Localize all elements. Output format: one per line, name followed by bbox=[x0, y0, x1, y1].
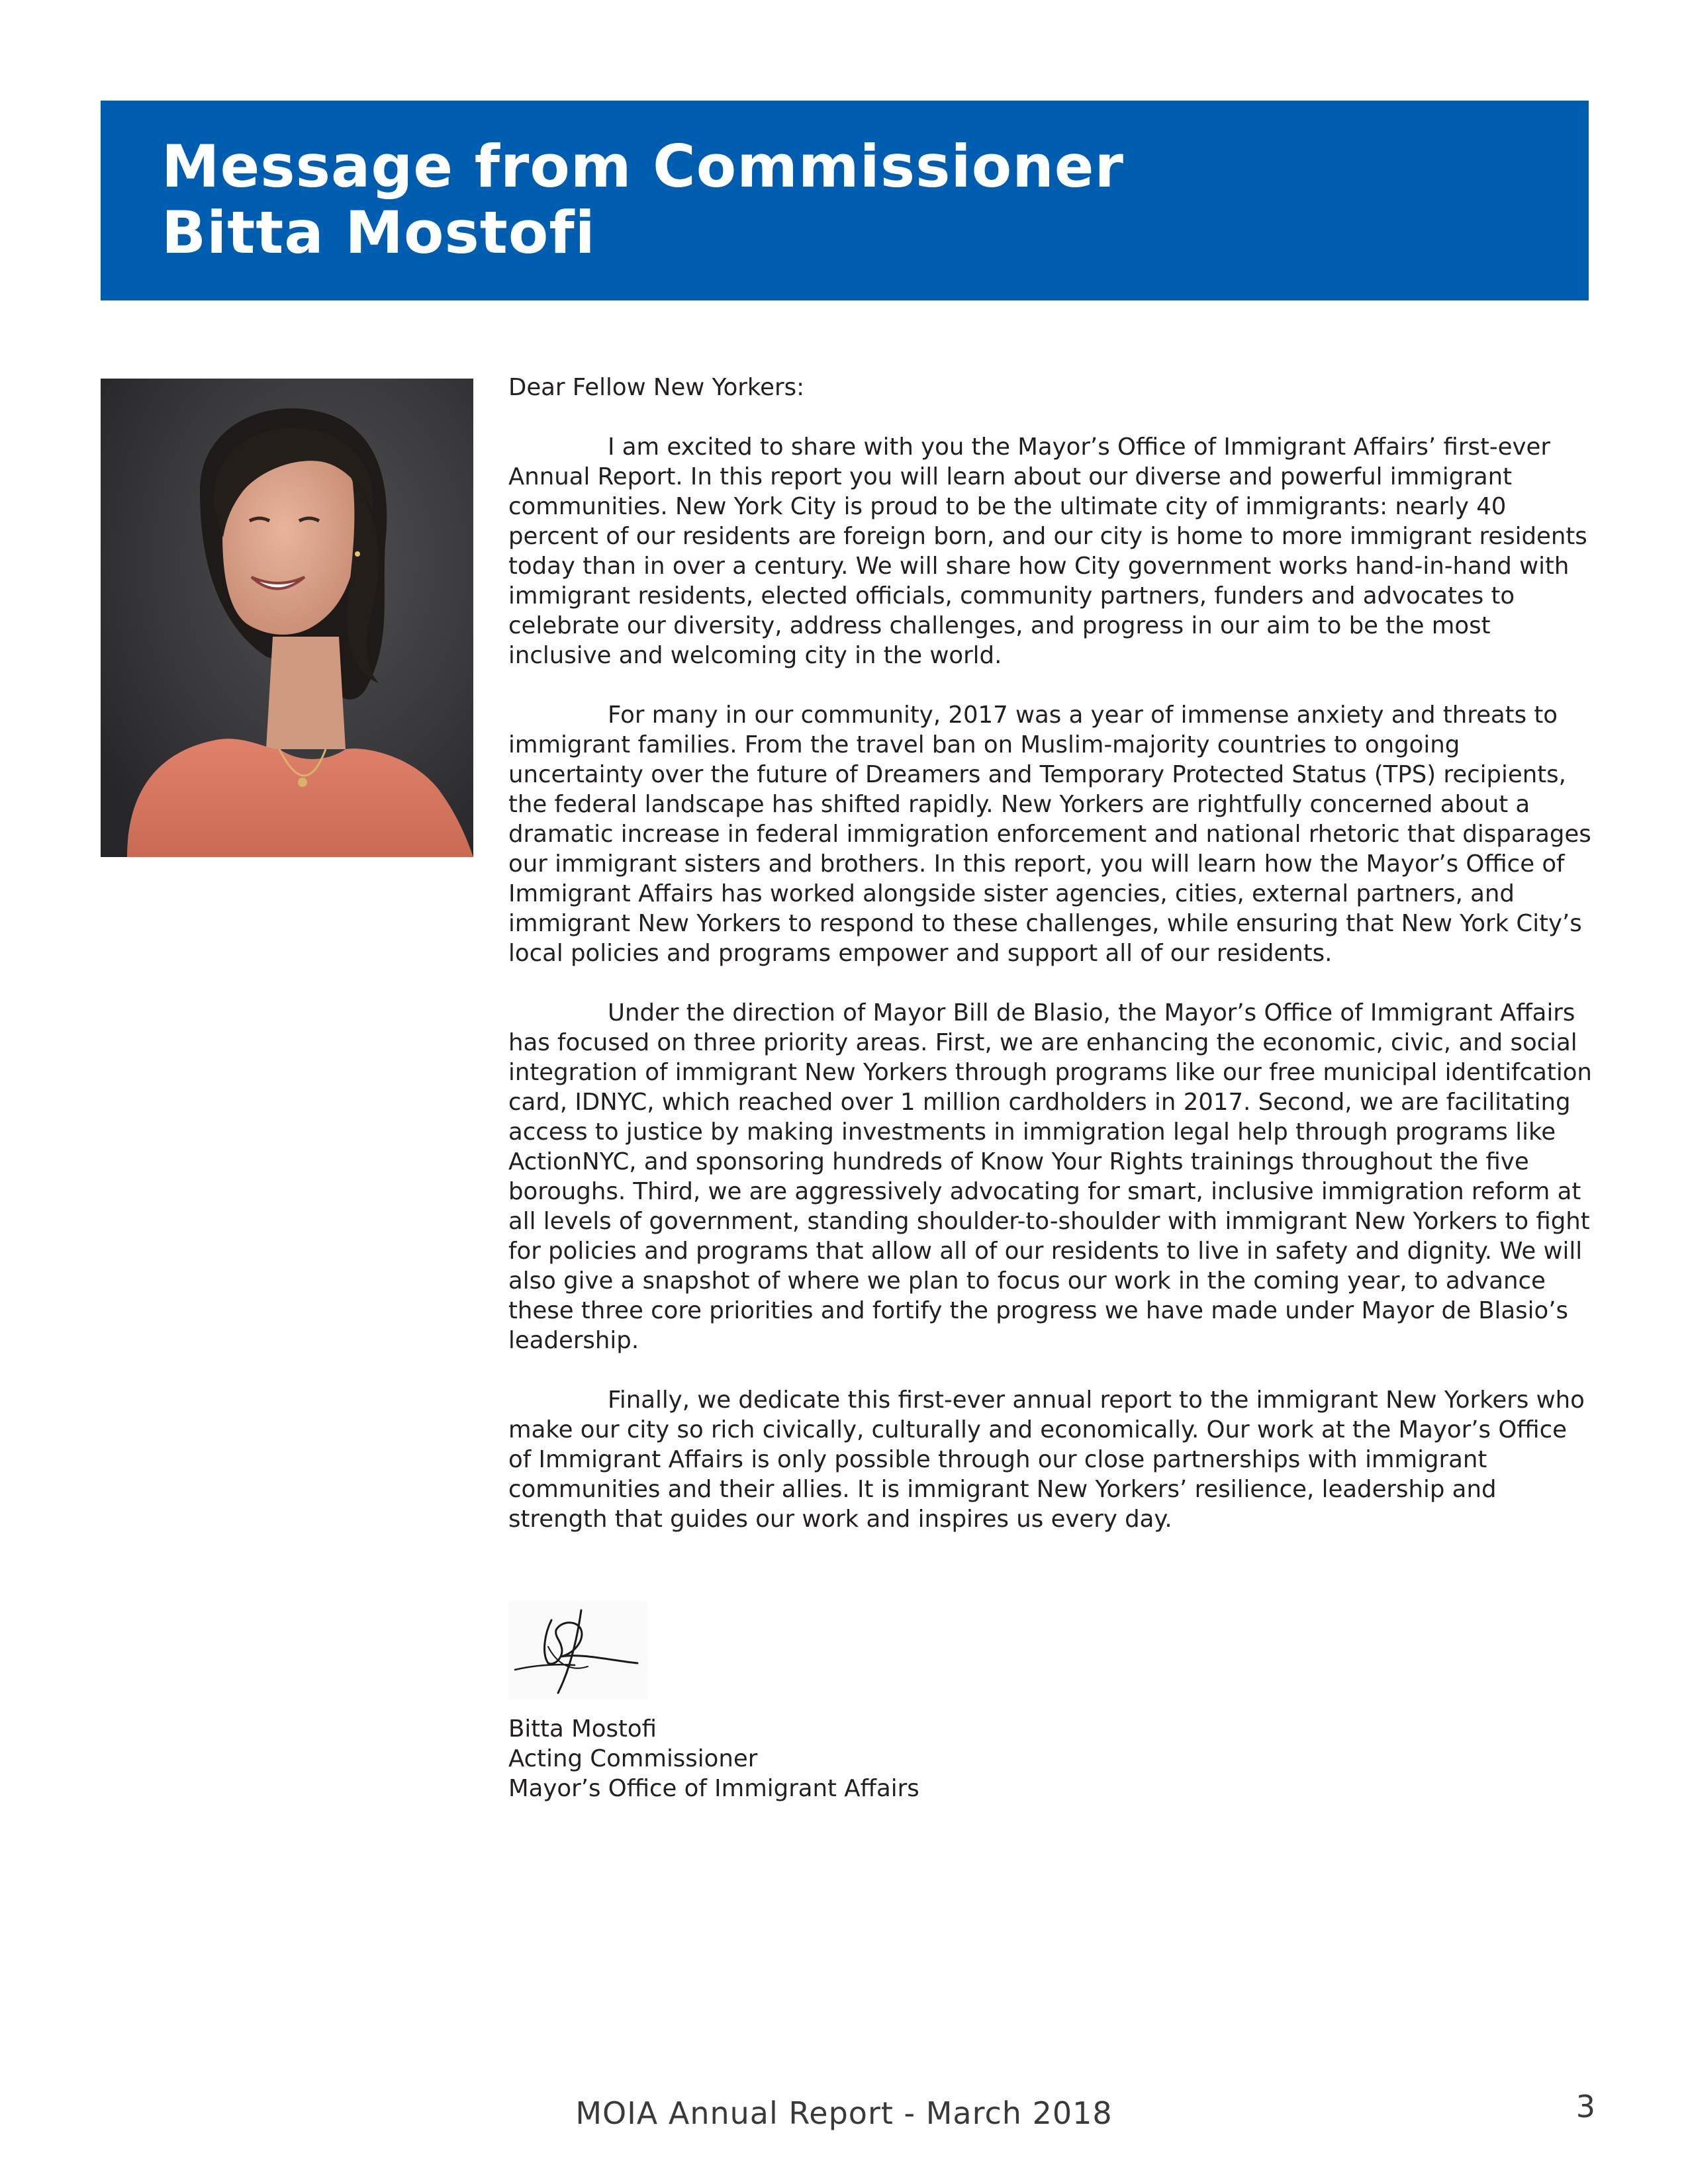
letter-salutation: Dear Fellow New Yorkers: bbox=[508, 374, 805, 401]
signature-icon bbox=[508, 1600, 647, 1700]
handwritten-signature bbox=[508, 1600, 647, 1700]
page-title bbox=[162, 134, 1124, 266]
page-title-line-2: Bitta Mostofi bbox=[162, 199, 596, 267]
letter-paragraph-2: For many in our community, 2017 was a year of immense anxiety and threats to immigrant families. From the travel ban on Muslim-majority countries to ongoing uncertainty over the future of Dreamers and Temporary Protected Status (TPS) recipients, the federal landscape has shifted rapidly. New Yorkers are rightfully concerned about a dramatic increase in federal immigration enforcement and national rhetoric that disparages our immigrant sisters and brothers. In this report, you will learn how the Mayor’s Office of Immigrant Affairs has worked alongside sister agencies, cities, external partners, and immigrant New Yorkers to respond to these challenges, while ensuring that New York City’s local policies and programs empower and support all of our residents. bbox=[508, 702, 1591, 967]
letter-paragraph-3: Under the direction of Mayor Bill de Blasio, the Mayor’s Office of Immigrant Affairs has focused on three priority areas. First, we are enhancing the economic, civic, and social integration of immigrant New Yorkers through programs like our free municipal identifcation card, IDNYC, which reached over 1 million cardholders in 2017. Second, we are facilitating access to justice by making investments in immigration legal help through programs like ActionNYC, and sponsoring hundreds of Know Your Rights trainings throughout the five boroughs. Third, we are aggressively advocating for smart, inclusive immigration reform at all levels of government, standing shoulder-to-shoulder with immigrant New Yorkers to fight for policies and programs that allow all of our residents to live in safety and dignity. We will also give a snapshot of where we plan to focus our work in the coming year, to advance these three core priorities and fortify the progress we have made under Mayor de Blasio’s leadership. bbox=[508, 999, 1592, 1354]
page-number: 3 bbox=[1575, 2089, 1595, 2124]
letter-paragraph-4: Finally, we dedicate this first-ever annual report to the immigrant New Yorkers who make our city so rich civically, culturally and economically. Our work at the Mayor’s Office of Immigrant Affairs is only possible through our close partnerships with immigrant communities and their allies. It is immigrant New Yorkers’ resilience, leadership and strength that guides our work and inspires us every day. bbox=[508, 1387, 1585, 1533]
footer-report-label: MOIA Annual Report - March 2018 bbox=[575, 2095, 1113, 2131]
portrait-illustration bbox=[101, 379, 473, 857]
signer-title: Acting Commissioner bbox=[508, 1745, 758, 1772]
letter-body bbox=[508, 373, 1594, 1534]
signer-office: Mayor’s Office of Immigrant Affairs bbox=[508, 1775, 919, 1802]
header-banner bbox=[101, 101, 1589, 300]
letter-paragraph-1: I am excited to share with you the Mayor’s Office of Immigrant Affairs’ first-ever Annual Report. In this report you will learn about our diverse and powerful immigrant communities. New York City is proud to be the ultimate city of immigrants: nearly 40 percent of our residents are foreign born, and our city is home to more immigrant residents today than in over a century. We will share how City government works hand-in-hand with immigrant residents, elected officials, community partners, funders and advocates to celebrate our diversity, address challenges, and progress in our aim to be the most inclusive and welcoming city in the world. bbox=[508, 433, 1587, 669]
page-title-line-1: Message from Commissioner bbox=[162, 132, 1124, 201]
signature-block bbox=[508, 1714, 919, 1803]
commissioner-portrait bbox=[101, 379, 473, 857]
signer-name: Bitta Mostofi bbox=[508, 1715, 657, 1743]
